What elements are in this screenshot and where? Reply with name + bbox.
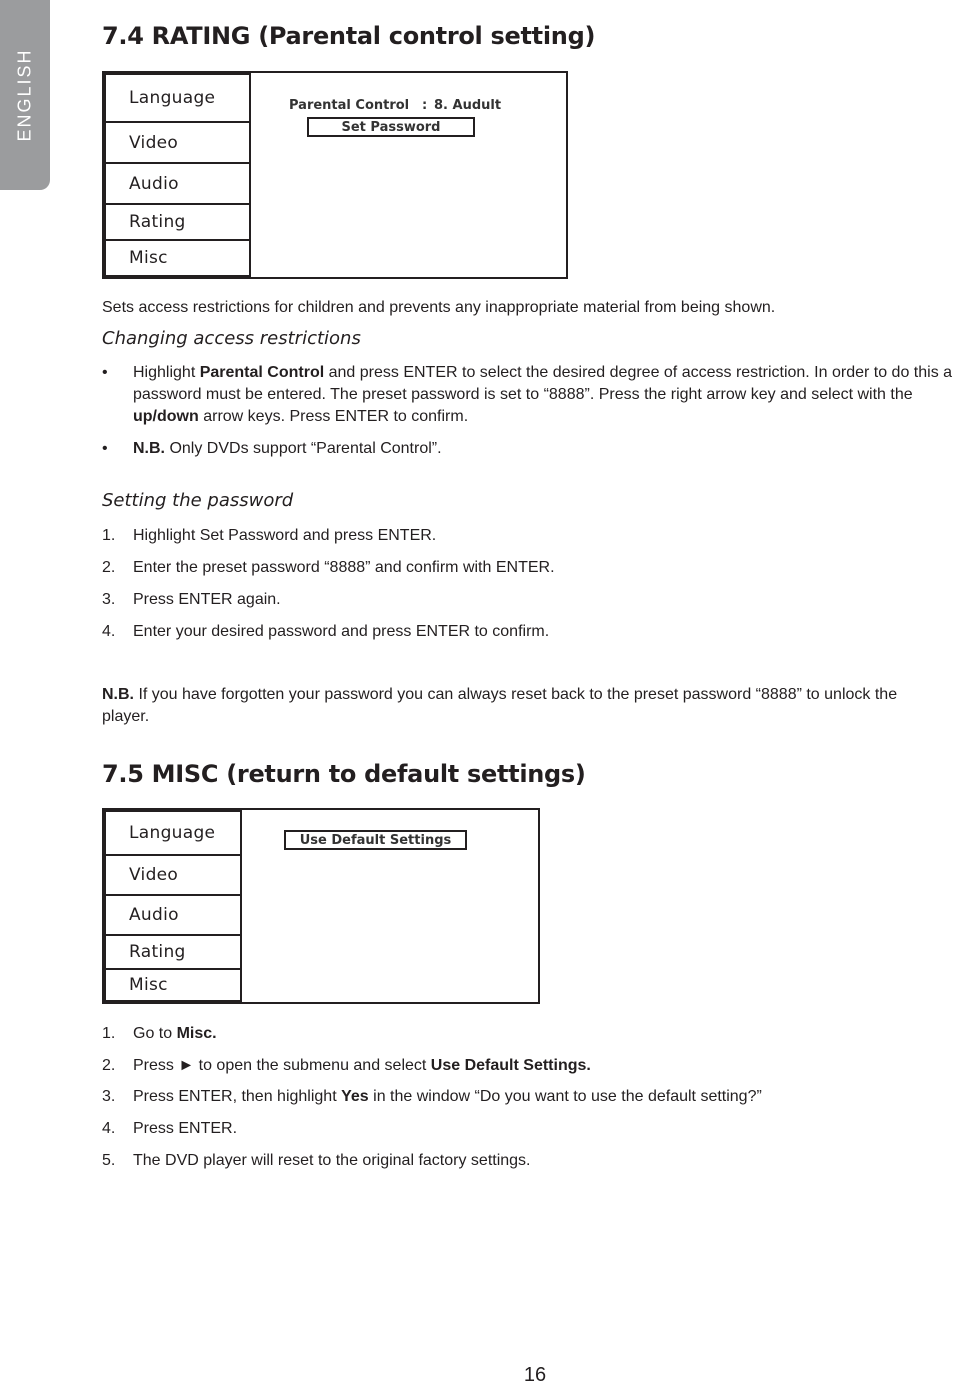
menu-item-language: Language <box>104 73 251 123</box>
menu-item-language: Language <box>104 810 242 856</box>
misc-section-heading: 7.5 MISC (return to default settings) <box>102 760 586 788</box>
menu-item-misc: Misc <box>104 968 242 1002</box>
page-number: 16 <box>523 1364 547 1386</box>
menu-item-misc: Misc <box>104 239 251 277</box>
language-side-tab-label: ENGLISH <box>14 48 35 142</box>
forgotten-password-note: N.B. If you have forgotten your password you can always reset back to the preset password “8888” to unlock the player. <box>102 686 898 725</box>
menu-item-audio: Audio <box>104 894 242 936</box>
misc-settings-screen <box>102 808 540 1004</box>
language-side-tab <box>0 0 50 190</box>
rating-section-heading: 7.4 RATING (Parental control setting) <box>102 22 596 50</box>
menu-item-rating: Rating <box>104 203 251 241</box>
parental-control-value: 8. Audult <box>434 98 502 113</box>
menu-item-rating: Rating <box>104 934 242 970</box>
menu-item-video: Video <box>104 854 242 896</box>
rating-intro-text: Sets access restrictions for children and prevents any inappropriate material from being shown. <box>102 299 776 316</box>
changing-access-heading: Changing access restrictions <box>102 328 361 349</box>
menu-item-audio: Audio <box>104 162 251 205</box>
menu-item-video: Video <box>104 121 251 164</box>
parental-control-separator: : <box>422 98 428 113</box>
rating-settings-screen <box>102 71 568 279</box>
parental-control-label: Parental Control <box>289 98 410 113</box>
use-default-settings-button: Use Default Settings <box>284 830 467 850</box>
setting-password-heading: Setting the password <box>102 490 294 511</box>
set-password-button: Set Password <box>307 117 475 137</box>
